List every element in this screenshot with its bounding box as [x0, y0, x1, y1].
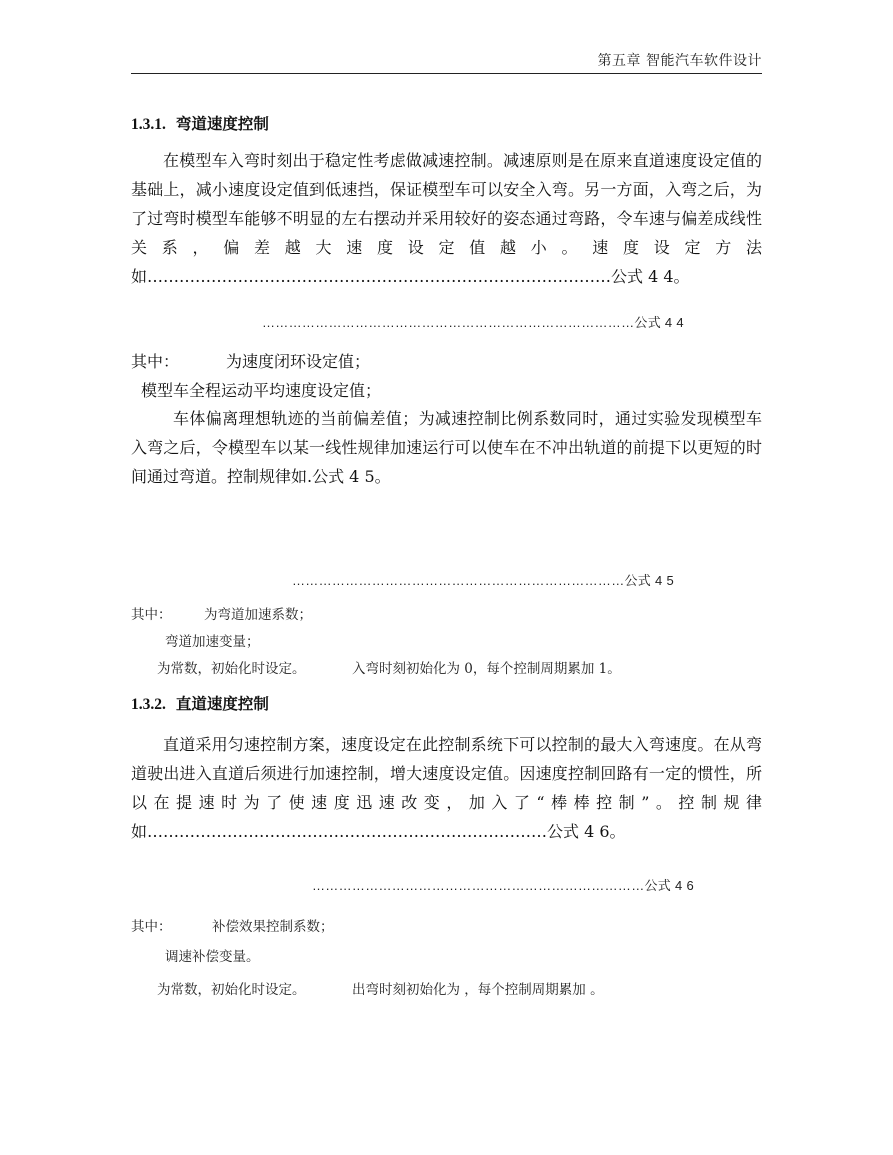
where-label: 其中： [131, 352, 180, 371]
header-rule [131, 73, 762, 74]
formula-4-5: …………………………………………………………………公式 4 5 [292, 573, 674, 588]
where-item: 弯道加速变量； [165, 634, 260, 650]
paragraph-132: 直道采用匀速控制方案，速度设定在此控制系统下可以控制的最大入弯速度。在从弯道驶出进入直道后须进行加速控制，增大速度设定值。因速度控制回路有一定的惯性，所以在提速时为了使速度迅速改变，加入了“棒棒控制”。控制规律如…………………………………………………………………公式 4 6。 [131, 735, 762, 841]
formula-4-6: …………………………………………………………………公式 4 6 [312, 878, 694, 893]
paragraph-131-b: 车体偏离理想轨迹的当前偏差值；为减速控制比例系数同时，通过实验发现模型车入弯之后，令模型车以某一线性规律加速运行可以使车在不冲出轨道的前提下以更短的时间通过弯道。控制规律如.公式 4 5。 [131, 409, 762, 486]
formula-4-4: …………………………………………………………………………公式 4 4 [262, 315, 684, 330]
where-item: 为常数，初始化时设定。 [157, 982, 306, 998]
chapter-header: 第五章 智能汽车软件设计 [597, 53, 762, 69]
where-label: 其中： [131, 919, 172, 935]
where-item: 入弯时刻初始化为 0，每个控制周期累加 1。 [352, 661, 621, 677]
where-item: 调速补偿变量。 [165, 949, 260, 965]
section-title: 弯道速度控制 [175, 114, 269, 133]
where-item: 模型车全程运动平均速度设定值； [141, 381, 382, 400]
where-item: 为弯道加速系数； [204, 607, 312, 623]
where-item: 出弯时刻初始化为 ，每个控制周期累加 。 [352, 982, 604, 998]
paragraph-131: 在模型车入弯时刻出于稳定性考虑做减速控制。减速原则是在原来直道速度设定值的基础上，减小速度设定值到低速挡，保证模型车可以安全入弯。另一方面，入弯之后，为了过弯时模型车能够不明显的左右摆动并采用较好的姿态通过弯路，令车速与偏差成线性关系，偏差越大速度设定值越小。速度设定方法如……………………………………………………………………………公式 4 4。 [131, 151, 762, 286]
where-item: 补偿效果控制系数； [212, 919, 334, 935]
section-heading-132 [131, 692, 269, 714]
where-item: 为常数，初始化时设定。 [157, 661, 306, 677]
where-label: 其中： [131, 607, 172, 623]
where-item: 为速度闭环设定值； [226, 352, 371, 371]
section-heading-131 [131, 112, 269, 134]
section-number: 1.3.2. [131, 696, 166, 713]
section-number: 1.3.1. [131, 116, 166, 133]
section-title: 直道速度控制 [175, 694, 269, 713]
